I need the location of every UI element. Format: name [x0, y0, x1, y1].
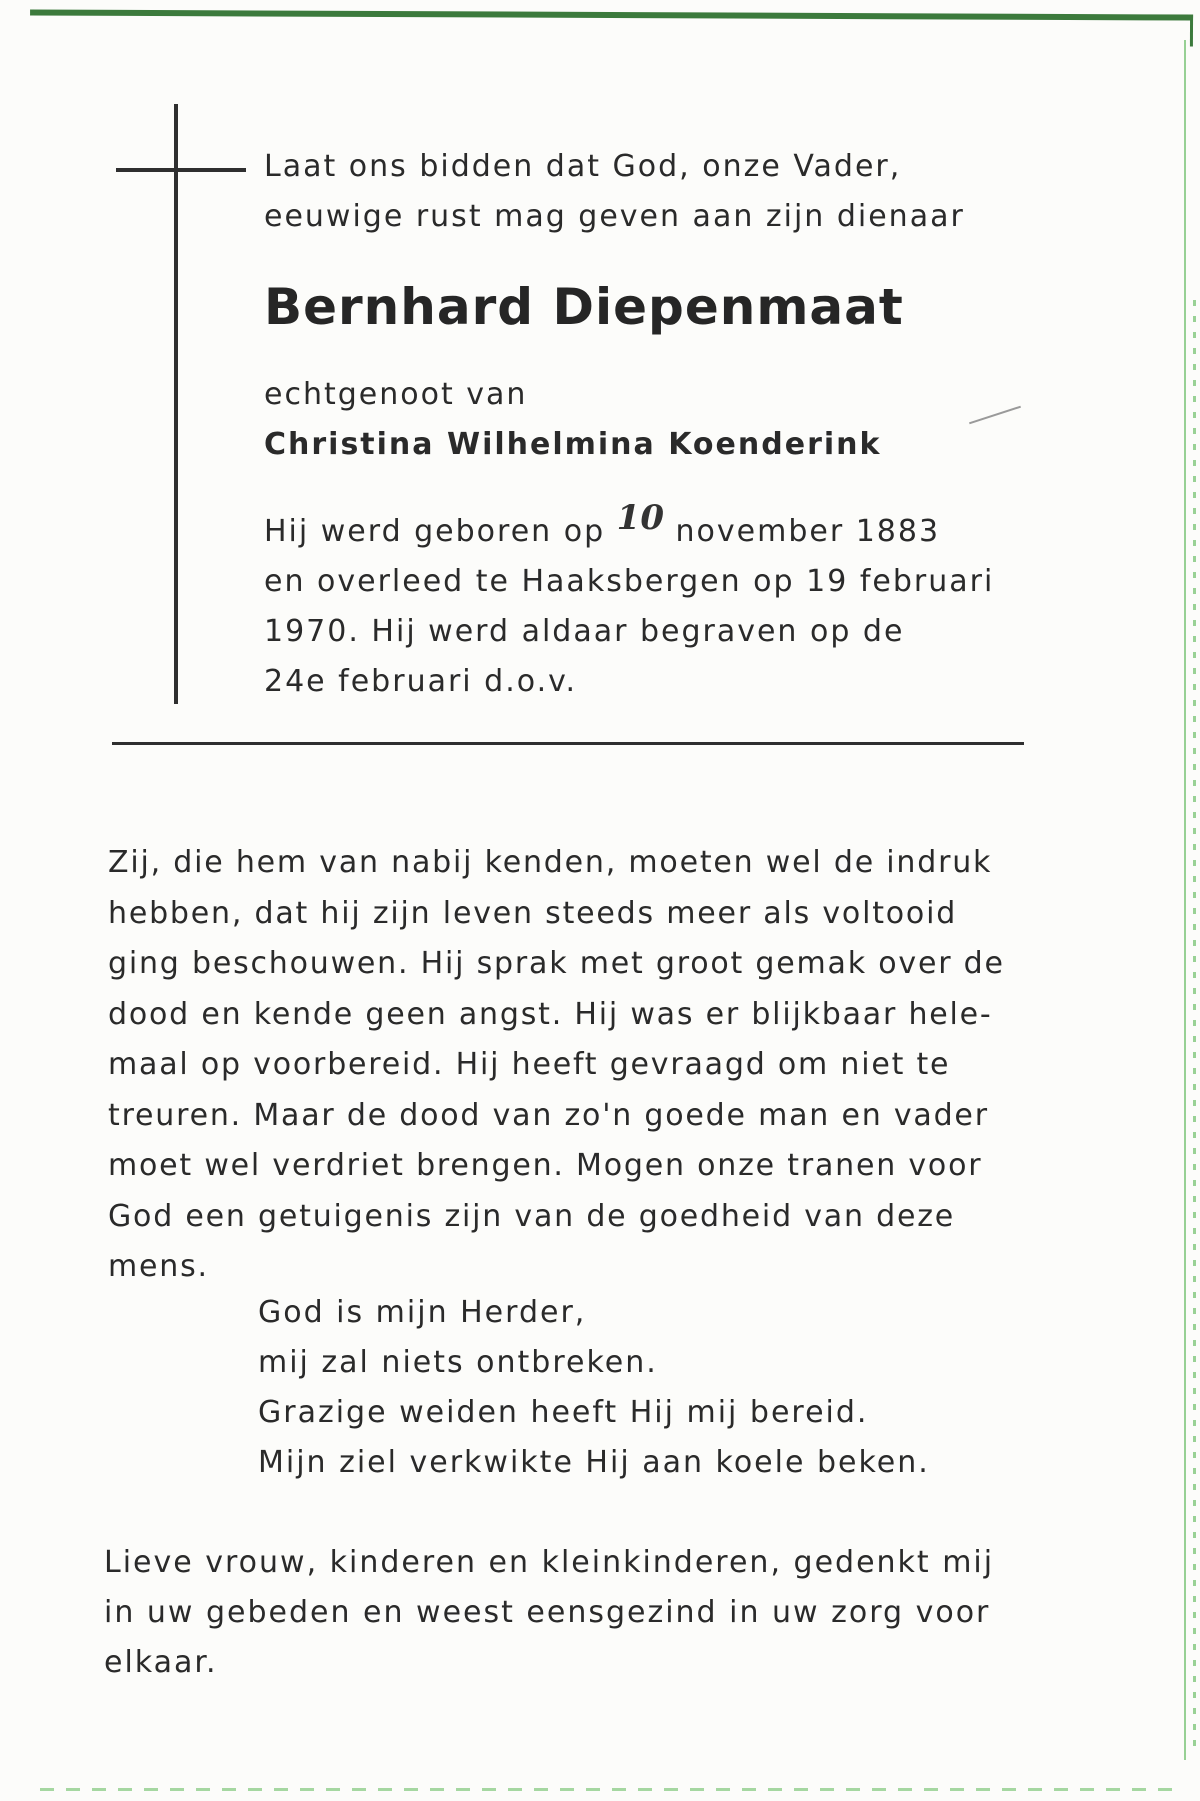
closing-line-3: elkaar. — [104, 1645, 218, 1680]
life-dates — [264, 498, 1024, 707]
burial-line: 1970. Hij werd aldaar begraven op de — [264, 614, 905, 649]
birth-suffix: november 1883 — [675, 514, 941, 549]
burial-date-line: 24e februari d.o.v. — [264, 664, 578, 699]
deceased-name: Bernhard Diepenmaat — [264, 278, 904, 336]
spouse-label: echtgenoot van — [264, 377, 528, 412]
spouse-name: Christina Wilhelmina Koenderink — [264, 427, 882, 462]
psalm-line-1: God is mijn Herder, — [258, 1295, 587, 1330]
scan-edge-artifact — [1193, 300, 1196, 1750]
reflection-paragraph — [108, 838, 1024, 1293]
reflection-line-1: Zij, die hem van nabij kenden, moeten wel de indruk — [108, 845, 993, 880]
pencil-mark — [969, 406, 1021, 425]
scan-bottom-artifact — [40, 1788, 1180, 1791]
closing-words — [104, 1538, 1020, 1688]
reflection-line-4: dood en kende geen angst. Hij was er blijkbaar hele- — [108, 996, 993, 1032]
prayer-line-2: eeuwige rust mag geven aan zijn dienaar — [264, 199, 965, 234]
reflection-line-9: mens. — [108, 1249, 209, 1284]
reflection-line-8: God een getuigenis zijn van de goedheid van deze — [108, 1198, 956, 1234]
prayer-line-1: Laat ons bidden dat God, onze Vader, — [264, 149, 902, 184]
card-right-edge — [1184, 40, 1186, 1760]
reflection-line-7: moet wel verdriet brengen. Mogen onze tranen voor — [108, 1148, 983, 1183]
psalm-line-3: Grazige weiden heeft Hij mij bereid. — [258, 1395, 869, 1430]
reflection-line-6: treuren. Maar de dood van zo'n goede man en vader — [108, 1097, 989, 1133]
cross-icon-vertical — [174, 104, 178, 704]
birth-line — [264, 498, 1024, 557]
reflection-line-2: hebben, dat hij zijn leven steeds meer als voltooid — [108, 895, 958, 931]
card-top-edge — [30, 9, 1193, 46]
handwritten-birth-day: 10 — [616, 498, 664, 538]
closing-line-1: Lieve vrouw, kinderen en kleinkinderen, gedenkt mij — [104, 1545, 995, 1580]
death-line: en overleed te Haaksbergen op 19 februari — [264, 564, 995, 599]
section-divider — [112, 742, 1024, 745]
psalm-line-2: mij zal niets ontbreken. — [258, 1345, 658, 1380]
closing-line-2: in uw gebeden en weest eensgezind in uw zorg voor — [104, 1595, 991, 1630]
psalm-verse — [258, 1288, 930, 1488]
psalm-line-4: Mijn ziel verkwikte Hij aan koele beken. — [258, 1445, 930, 1480]
cross-icon-horizontal — [116, 168, 246, 172]
birth-prefix: Hij werd geboren op — [264, 514, 606, 549]
reflection-line-5: maal op voorbereid. Hij heeft gevraagd om niet te — [108, 1047, 951, 1082]
spouse-block — [264, 370, 881, 470]
opening-prayer — [264, 142, 1024, 242]
reflection-line-3: ging beschouwen. Hij sprak met groot gemak over de — [108, 946, 1005, 981]
